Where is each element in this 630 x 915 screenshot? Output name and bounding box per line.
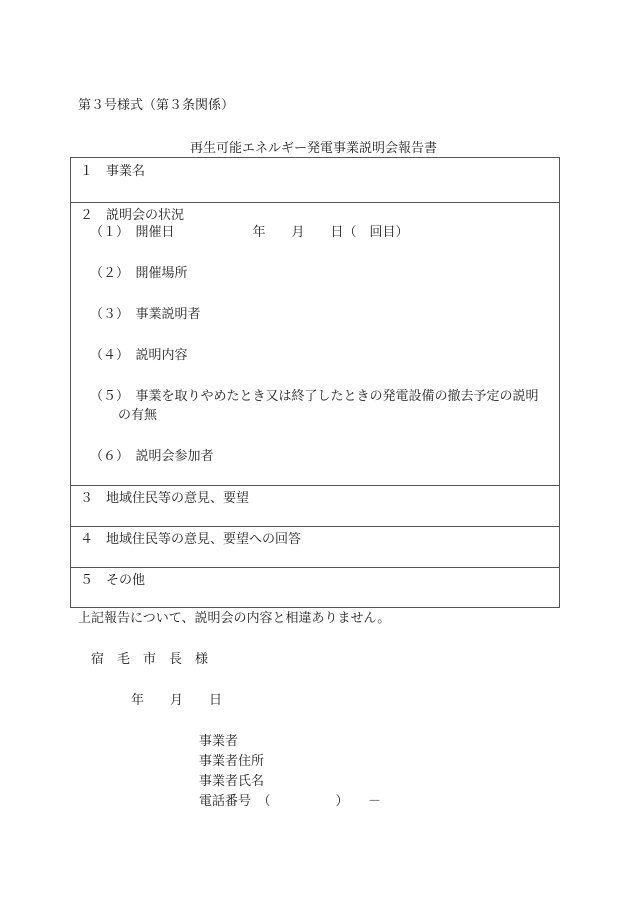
item-meeting-date: （１） 開催日 年 月 日（ 回目） [90, 225, 409, 240]
item-business-explainer: （３） 事業説明者 [90, 307, 201, 322]
addressee: 宿 毛 市 長 様 [91, 652, 209, 667]
section-resident-opinions [71, 485, 559, 526]
document-title: 再生可能エネルギー発電事業説明会報告書 [190, 141, 438, 156]
section-business-name [71, 158, 559, 202]
applicant-business-label: 事業者 [199, 734, 239, 749]
section-other [71, 567, 559, 607]
date-line: 年 月 日 [131, 693, 223, 708]
statement-text: 上記報告について、説明会の内容と相違ありません。 [78, 611, 391, 626]
form-label: 第３号様式（第３条関係） [78, 98, 235, 113]
section-business-name-label: １ 事業名 [80, 164, 146, 179]
section-other-label: ５ その他 [80, 573, 146, 588]
section-meeting-status [71, 202, 559, 485]
section-opinion-responses-label: ４ 地域住民等の意見、要望への回答 [80, 532, 302, 547]
report-table [70, 157, 560, 608]
section-meeting-status-label: ２ 説明会の状況 [80, 208, 185, 223]
applicant-name-label: 事業者氏名 [199, 774, 265, 789]
item-removal-explanation-line1: （５） 事業を取りやめたとき又は終了したときの発電設備の撤去予定の説明 [90, 389, 539, 404]
item-meeting-venue: （２） 開催場所 [90, 266, 188, 281]
item-meeting-participants: （６） 説明会参加者 [90, 449, 214, 464]
applicant-address-label: 事業者住所 [199, 754, 265, 769]
item-removal-explanation-line2: の有無 [118, 408, 158, 423]
item-explanation-content: （４） 説明内容 [90, 348, 188, 363]
section-opinion-responses [71, 526, 559, 567]
applicant-phone-label: 電話番号 （ ） － [199, 794, 382, 809]
section-resident-opinions-label: ３ 地域住民等の意見、要望 [80, 491, 250, 506]
